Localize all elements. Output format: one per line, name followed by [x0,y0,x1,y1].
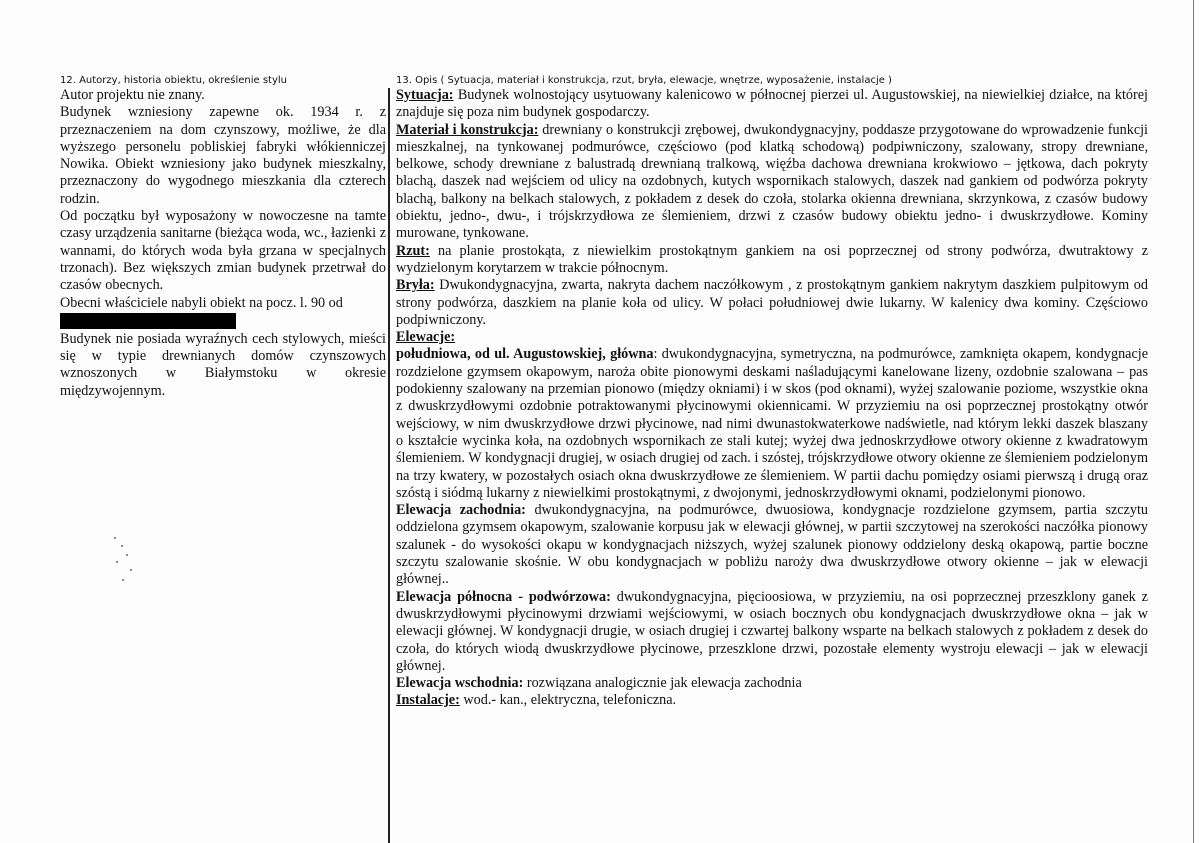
north-elevation-text: dwukondygnacyjna, pięcioosiowa, w przyziemiu, na osi poprzecznej przeszklony ganek z dwuskrzydłowymi płycinowymi drzwiami wejściowymi, w osiach bocznych obu kondygnacjach dwuskrzydłowe okna – jak w elewacji głównej. W kondygnacji drugie, w osiach drugiej i czwartej balkony wsparte na belkach stalowych z pokładem z desek do czoła, do których wiodą dwuskrzydłowe płycinowe, przeszklone drzwi, pozostałe elementy wystroju elewacji – jak w elewacji głównej. [396,588,1148,674]
sytuacja-label: Sytuacja: [396,87,454,103]
south-elevation-text: : dwukondygnacyjna, symetryczna, na podmurówce, zamknięta okapem, kondygnacje rozdzielone gzymsem okapowym, naroża obite pionowymi deskami naśladującymi kanelowane lizeny, ozdobnie szalowana – pas podokienny szalowany na przemian pionowo (między okniami) i w skos (pod oknami), wyżej szalowanie poziome, wszystkie okna z dwuskrzydłowymi ozdobnie potraktowanymi płycinowymi okiennicami. W przyziemiu na osi poprzecznej prostokątny otwór wejściowy, w nim dwuskrzydłowe drzwi płycinowe, nad nimi dwunastokwaterkowe nadświetle, nad którym lekki daszek blaszany o kształcie wycinka koła, na ozdobnych wspornikach ze stali kutej; wyżej dwa jednoskrzydłowe otwory okienne z kwadratowym ślemieniem. W kondygnacji drugiej, w osiach drugiej od zach. i szóstej, trójskrzydłowe otwory okienne ze ślemieniem podzielonym na trzy kwatery, w pozostałych osiach okna dwuskrzydłowe ze ślemieniem. W partii dachu pomiędzy osiami pierwszą i drugą oraz szóstą i siódmą lukarny z niewielkimi prostokątnymi, z dwojonymi, jednoskrzydłowymi oknami, podzielonymi pionowo. [396,346,1148,501]
rzut-paragraph [396,243,1148,278]
south-elevation-label: południowa, od ul. Augustowskiej, główna [396,346,654,363]
bryla-paragraph [396,277,1148,329]
section-12-header: 12. Autorzy, historia obiektu, określenie stylu [60,75,288,86]
west-elevation-label: Elewacja zachodnia: [396,502,526,519]
elewacje-label: Elewacje: [396,329,456,346]
author-paragraph: Autor projektu nie znany. [60,87,205,103]
material-text: drewniany o konstrukcji zrębowej, dwukondygnacyjny, poddasze przygotowane do wprowadzenie funkcji mieszkalnej, na tynkowanej podmurówce, częściowo (pod klatką schodową) podpiwniczony, szalowany, stropy drewniane, belkowe, schody drewniane z balustradą drewnianą tralkową, więźba dachowa drewniana krokwiowo – jętkowa, dach pokryty blachą, daszek nad wejściem od ulicy na ozdobnych, kutych wspornikach stalowych, daszek nad gankiem od podwórza pokryty blachą, balkony na belkach stalowych, z pokładem z desek do czoła, stolarka okienna drewniana, skrzynkowa, z czasów budowy obiektu, jedno-, dwu-, i trójskrzydłowa ze ślemieniem, drzwi z czasów budowy obiektu jedno- i dwuskrzydłowe. Kominy murowane, tynkowane. [396,121,1148,242]
west-elevation-text: dwukondygnacyjna, na podmurówce, dwuosiowa, kondygnacje rozdzielone gzymsem, partia szczytu oddzielona gzymsem okapowym, szalowanie korpusu jak w elewacji głównej, w partii szczytowej na szerokości naczółka pionowy szalunek - do wysokości okapu w kondygnacjach niższych, wyżej szalunek pionowy oddzielony deską okapową, partie boczne szczytu szalowanie skośnie. W obu kondygnacjach w pobliżu naroży dwa dwuskrzydłowe otwory okienne – jak w elewacji głównej.. [396,502,1148,588]
description-column [396,74,1148,710]
rzut-label: Rzut: [396,242,430,259]
elewacje-heading [396,329,1148,346]
installations-label: Instalacje: [396,692,460,709]
material-label: Materiał i konstrukcja: [396,121,539,138]
sanitary-paragraph: Od początku był wyposażony w nowoczesne na tamte czasy urządzenia sanitarne (bieżąca woda, wc., łazienki z wannami, do których woda była grzana w specjalnych trzonach). Bez większych zmian budynek przetrwał do czasów obecnych. [60,208,386,294]
page-edge-line [1193,0,1194,843]
east-elevation-label: Elewacja wschodnia: [396,675,524,692]
south-elevation-paragraph [396,346,1148,502]
installations-paragraph [396,692,1148,709]
north-elevation-label: Elewacja północna - podwórzowa: [396,588,611,605]
bryla-label: Bryła: [396,277,435,294]
section-13-header: 13. Opis ( Sytuacja, materiał i konstrukcja, rzut, bryła, elewacje, wnętrze, wyposażenie, instalacje ) [396,75,892,86]
material-paragraph [396,122,1148,243]
sytuacja-text: Budynek wolnostojący usytuowany kalenicowo w północnej pierzei ul. Augustowskiej, na niewielkiej działce, na której znajduje się poza nim budynek gospodarczy. [396,87,1148,121]
column-divider [388,88,390,843]
west-elevation-paragraph [396,502,1148,588]
history-column [60,74,386,400]
rzut-text: na planie prostokąta, z niewielkim prostokątnym gankiem na osi poprzecznej od strony podwórza, dwutraktowy z wydzielonym korytarzem w trakcie północnym. [396,242,1148,276]
history-paragraph: Budynek wzniesiony zapewne ok. 1934 r. z przeznaczeniem na dom czynszowy, możliwe, że dla wyższego personelu pobliskiej fabryki włókienniczej Nowika. Obiekt wzniesiony jako budynek mieszkalny, przeznaczony do wygodnego mieszkania dla czterech rodzin. [60,104,386,207]
bryla-text: Dwukondygnacyjna, zwarta, nakryta dachem naczółkowym , z prostokątnym gankiem nakrytym daszkiem pulpitowym od strony podwórza, daszkiem na planie koła od ulicy. W połaci południowej dwie lukarny. W kalenicy dwa kominy. Częściowo podpiwniczony. [396,277,1148,328]
sytuacja-paragraph [396,87,1148,122]
style-paragraph: Budynek nie posiada wyraźnych cech stylowych, mieści się w typie drewnianych domów czynszowych wznoszonych w Białymstoku w okresie międzywojennym. [60,330,386,399]
owners-paragraph: Obecni właściciele nabyli obiekt na pocz. l. 90 od [60,294,343,311]
east-elevation-paragraph [396,675,1148,692]
north-elevation-paragraph [396,589,1148,675]
redaction-bar [60,313,236,329]
east-elevation-text: rozwiązana analogicznie jak elewacja zachodnia [523,675,802,692]
installations-text: wod.- kan., elektryczna, telefoniczna. [459,692,677,709]
scan-specks [112,535,142,585]
